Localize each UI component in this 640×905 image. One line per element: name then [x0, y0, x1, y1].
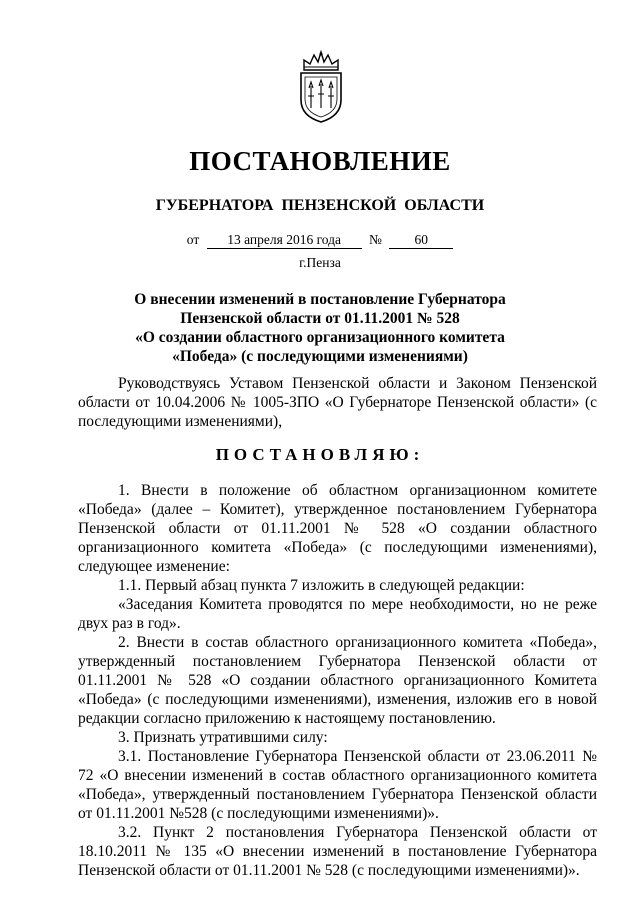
heading-line: О внесении изменений в постановление Губернатора — [134, 291, 506, 308]
preamble-block — [78, 374, 597, 431]
body-paragraph: 2. Внести в состав областного организационного комитета «Победа», утвержденный постановлением Губернатора Пензенской области от 01.11.2001 № 528 «О создании областного организационного Комитета «Победа» (с последующими изменениями), изменения, изложив его в новой редакции согласно приложению к настоящему постановлению. — [78, 634, 597, 727]
date-number-line — [0, 232, 640, 249]
body-text — [78, 481, 597, 880]
resolve-heading: ПОСТАНОВЛЯЮ: — [215, 445, 425, 464]
body-paragraph: 3.1. Постановление Губернатора Пензенской области от 23.06.2011 № 72 «О внесении изменений в состав областного организационного комитета «Победа», утвержденный постановлением Губернатора Пензенской области от 01.11.2001 №528 (с последующими изменениями)». — [78, 748, 597, 822]
body-paragraph: 1. Внести в положение об областном организационном комитете «Победа» (далее – Комитет), утвержденное постановлением Губернатора Пензенской области от 01.11.2001 № 528 «О создании областного организационного комитета «Победа» (с последующими изменениями), следующее изменение: — [78, 482, 597, 575]
body-paragraph: 3.2. Пункт 2 постановления Губернатора Пензенской области от 18.10.2011 № 135 «О внесении изменений в постановление Губернатора Пензенской области от 01.11.2001 № 528 (с последующими изменениями)». — [78, 824, 597, 879]
city: г.Пенза — [299, 255, 341, 270]
body-paragraph: 3. Признать утратившими силу: — [118, 729, 328, 746]
document-heading — [120, 290, 520, 366]
date-prefix: от — [186, 232, 200, 247]
heading-line: «О создании областного организационного комитета — [135, 329, 505, 346]
body-paragraph: 1.1. Первый абзац пункта 7 изложить в следующей редакции: — [118, 577, 525, 594]
issuer: ГУБЕРНАТОРА ПЕНЗЕНСКОЙ ОБЛАСТИ — [155, 197, 485, 214]
document-date: 13 апреля 2016 года — [207, 232, 362, 249]
body-paragraph: «Заседания Комитета проводятся по мере необходимости, но не реже двух раз в год». — [78, 596, 597, 632]
penza-coat-of-arms-icon — [296, 50, 346, 125]
heading-line: «Победа» (с последующими изменениями) — [172, 348, 468, 365]
number-prefix: № — [368, 232, 382, 247]
document-title: ПОСТАНОВЛЕНИЕ — [189, 146, 451, 176]
document-number: 60 — [389, 232, 453, 249]
preamble: Руководствуясь Уставом Пензенской области и Законом Пензенской области от 10.04.2006 № 1005-ЗПО «О Губернаторе Пензенской области» (с последующими изменениями), — [78, 375, 597, 430]
heading-line: Пензенской области от 01.11.2001 № 528 — [180, 310, 460, 327]
